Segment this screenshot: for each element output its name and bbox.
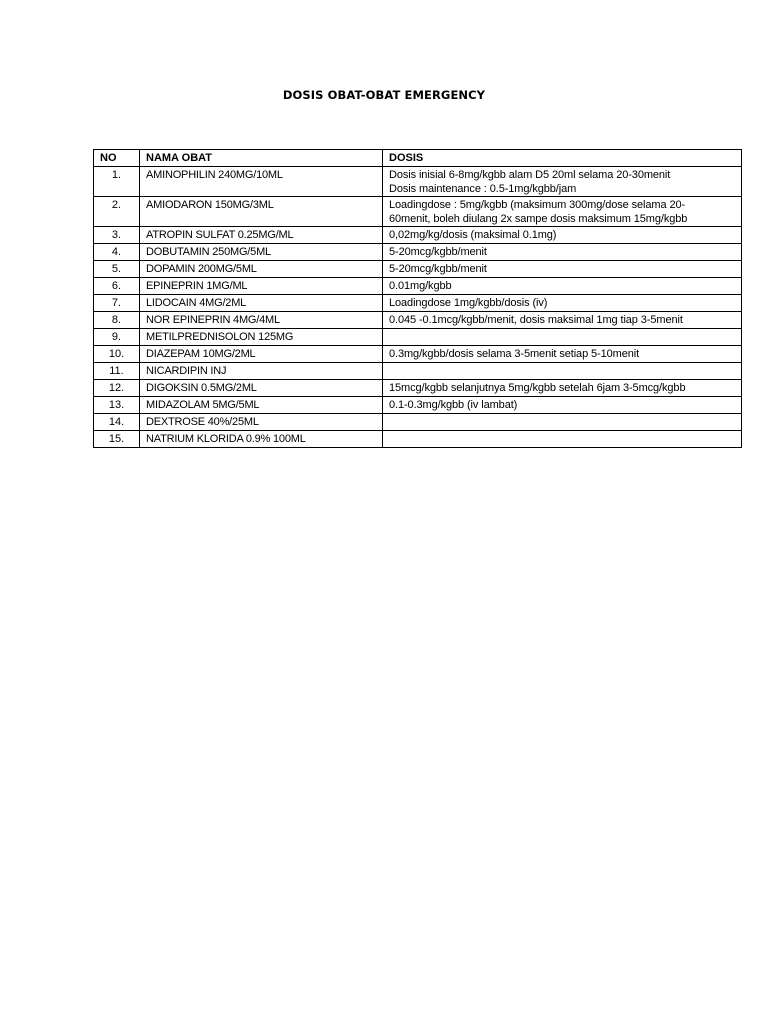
- table-row: [94, 261, 742, 278]
- table-row: [94, 346, 742, 363]
- header-nama-obat: NAMA OBAT: [140, 150, 383, 167]
- table-row: [94, 397, 742, 414]
- cell-dosis: 15mcg/kgbb selanjutnya 5mg/kgbb setelah 6jam 3-5mcg/kgbb: [383, 380, 742, 397]
- cell-no: 3.: [94, 227, 140, 244]
- table-row: [94, 244, 742, 261]
- cell-dosis: 5-20mcg/kgbb/menit: [383, 261, 742, 278]
- cell-dosis: Dosis inisial 6-8mg/kgbb alam D5 20ml selama 20-30menit Dosis maintenance : 0.5-1mg/kgbb/jam: [383, 167, 742, 197]
- table-row: [94, 295, 742, 312]
- cell-no: 12.: [94, 380, 140, 397]
- cell-nama-obat: EPINEPRIN 1MG/ML: [140, 278, 383, 295]
- table-row: [94, 329, 742, 346]
- cell-nama-obat: DOBUTAMIN 250MG/5ML: [140, 244, 383, 261]
- cell-nama-obat: DEXTROSE 40%/25ML: [140, 414, 383, 431]
- cell-nama-obat: AMINOPHILIN 240MG/10ML: [140, 167, 383, 197]
- cell-dosis: 0,02mg/kg/dosis (maksimal 0.1mg): [383, 227, 742, 244]
- cell-dosis: [383, 414, 742, 431]
- cell-dosis: Loadingdose 1mg/kgbb/dosis (iv): [383, 295, 742, 312]
- cell-nama-obat: NATRIUM KLORIDA 0.9% 100ML: [140, 431, 383, 448]
- cell-dosis: [383, 363, 742, 380]
- cell-no: 5.: [94, 261, 140, 278]
- cell-no: 6.: [94, 278, 140, 295]
- cell-nama-obat: AMIODARON 150MG/3ML: [140, 197, 383, 227]
- table-row: [94, 431, 742, 448]
- cell-no: 11.: [94, 363, 140, 380]
- cell-nama-obat: DOPAMIN 200MG/5ML: [140, 261, 383, 278]
- table-row: [94, 197, 742, 227]
- drug-dosage-table: [93, 149, 742, 448]
- table-row: [94, 363, 742, 380]
- cell-no: 4.: [94, 244, 140, 261]
- table-row: [94, 312, 742, 329]
- cell-nama-obat: METILPREDNISOLON 125MG: [140, 329, 383, 346]
- cell-no: 14.: [94, 414, 140, 431]
- cell-no: 15.: [94, 431, 140, 448]
- cell-nama-obat: LIDOCAIN 4MG/2ML: [140, 295, 383, 312]
- table-row: [94, 278, 742, 295]
- cell-dosis: 0.045 -0.1mcg/kgbb/menit, dosis maksimal 1mg tiap 3-5menit: [383, 312, 742, 329]
- cell-dosis: [383, 329, 742, 346]
- cell-dosis: 0.01mg/kgbb: [383, 278, 742, 295]
- cell-nama-obat: NICARDIPIN INJ: [140, 363, 383, 380]
- table-body: [94, 167, 742, 448]
- cell-no: 1.: [94, 167, 140, 197]
- cell-nama-obat: NOR EPINEPRIN 4MG/4ML: [140, 312, 383, 329]
- table-row: [94, 167, 742, 197]
- table-header-row: [94, 150, 742, 167]
- cell-no: 9.: [94, 329, 140, 346]
- cell-nama-obat: DIAZEPAM 10MG/2ML: [140, 346, 383, 363]
- cell-nama-obat: MIDAZOLAM 5MG/5ML: [140, 397, 383, 414]
- cell-nama-obat: ATROPIN SULFAT 0.25MG/ML: [140, 227, 383, 244]
- cell-dosis: [383, 431, 742, 448]
- table-row: [94, 380, 742, 397]
- table-row: [94, 414, 742, 431]
- cell-nama-obat: DIGOKSIN 0.5MG/2ML: [140, 380, 383, 397]
- cell-no: 7.: [94, 295, 140, 312]
- cell-dosis: 0.3mg/kgbb/dosis selama 3-5menit setiap 5-10menit: [383, 346, 742, 363]
- page-title: DOSIS OBAT-OBAT EMERGENCY: [282, 88, 486, 102]
- cell-no: 10.: [94, 346, 140, 363]
- table-row: [94, 227, 742, 244]
- cell-no: 8.: [94, 312, 140, 329]
- cell-no: 13.: [94, 397, 140, 414]
- header-dosis: DOSIS: [383, 150, 742, 167]
- cell-dosis: Loadingdose : 5mg/kgbb (maksimum 300mg/dose selama 20- 60menit, boleh diulang 2x sampe dosis maksimum 15mg/kgbb: [383, 197, 742, 227]
- cell-dosis: 5-20mcg/kgbb/menit: [383, 244, 742, 261]
- header-no: NO: [94, 150, 140, 167]
- cell-dosis: 0.1-0.3mg/kgbb (iv lambat): [383, 397, 742, 414]
- cell-no: 2.: [94, 197, 140, 227]
